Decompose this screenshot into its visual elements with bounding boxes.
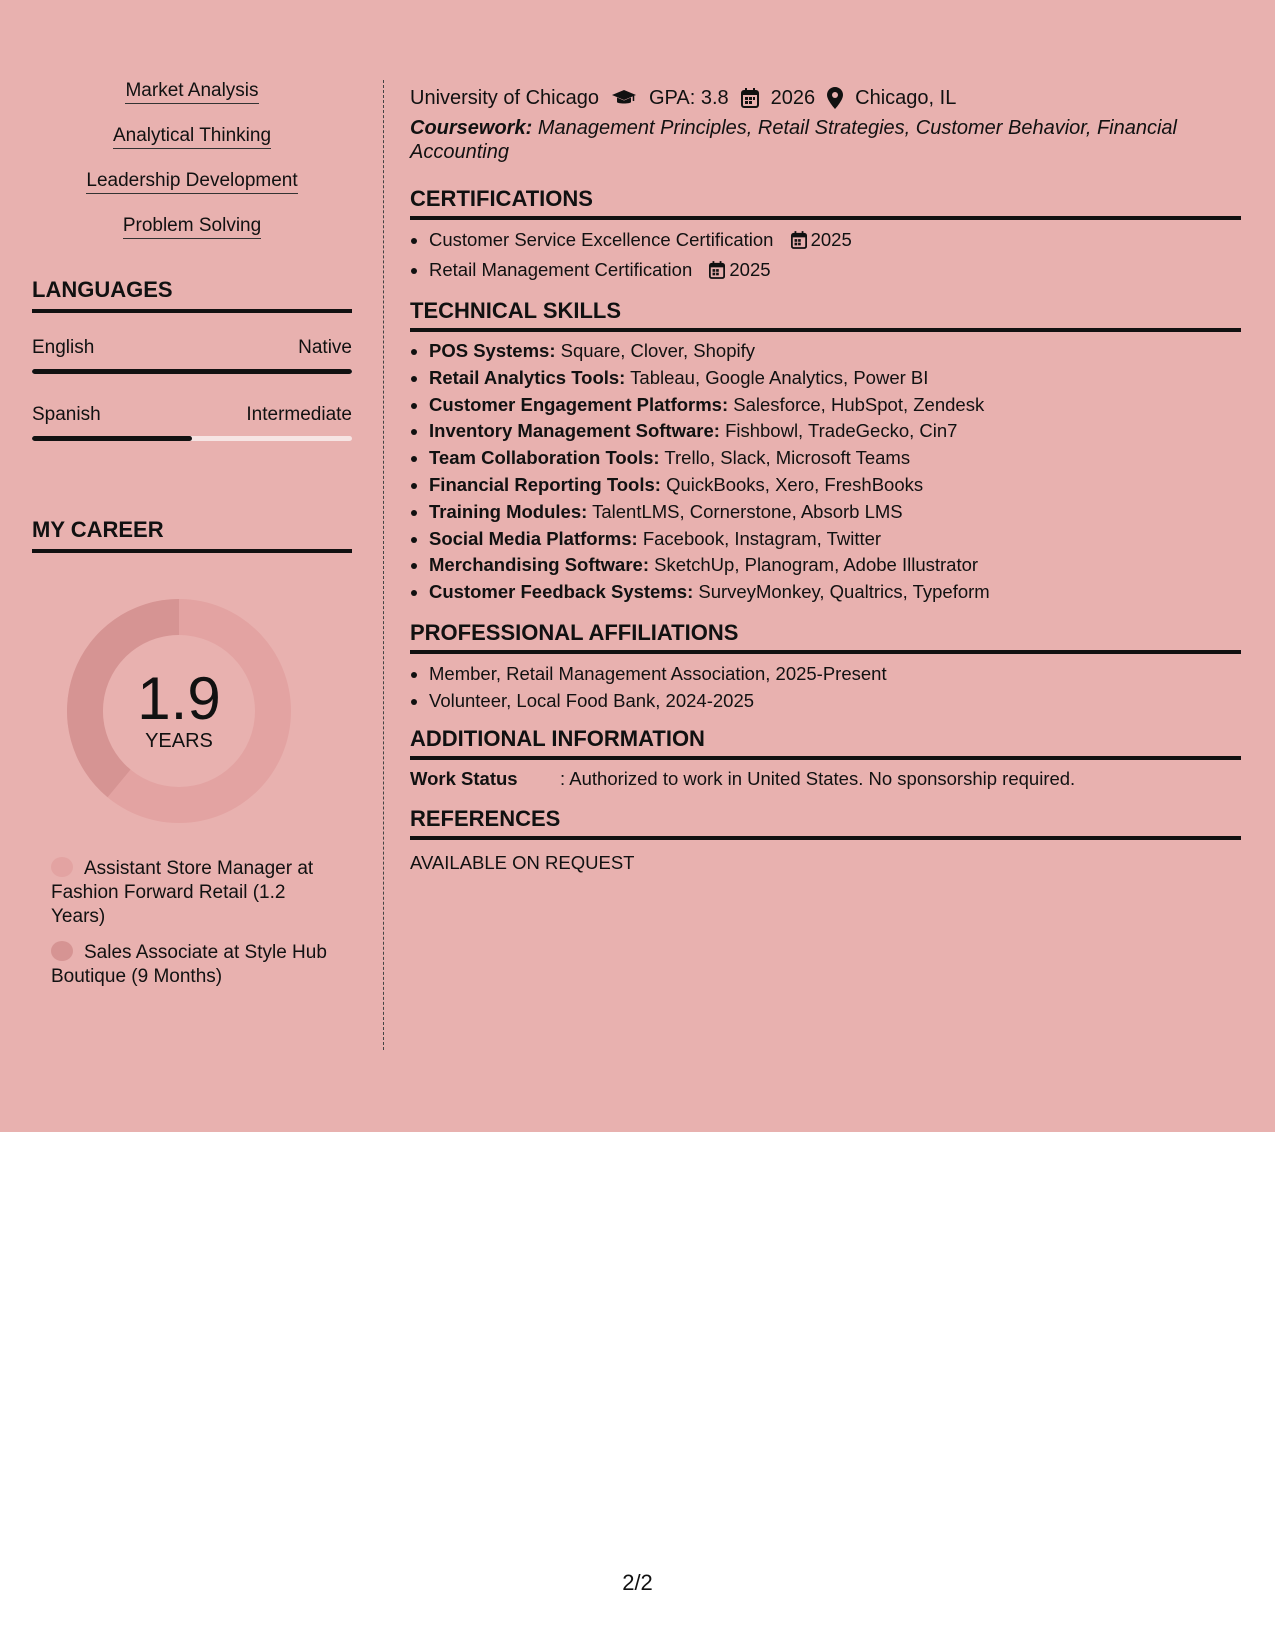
languages-heading: LANGUAGES <box>32 277 352 313</box>
certification-item: • Retail Management Certification 2025 <box>429 256 1241 286</box>
location-pin-icon <box>827 87 843 109</box>
additional-info-heading: ADDITIONAL INFORMATION <box>410 726 1241 760</box>
work-status-row <box>410 768 1241 790</box>
language-english <box>32 337 352 374</box>
technical-skill-item: • Merchandising Software: SketchUp, Planogram, Adobe Illustrator <box>429 552 1241 579</box>
skill-item: Leadership Development <box>32 170 352 195</box>
references-heading: REFERENCES <box>410 806 1241 840</box>
work-status-label: Work Status <box>410 767 518 789</box>
sidebar <box>32 80 352 1001</box>
certifications-heading: CERTIFICATIONS <box>410 186 1241 220</box>
career-years-label: YEARS <box>145 729 213 752</box>
gpa: GPA: 3.8 <box>648 86 729 109</box>
affiliations-heading: PROFESSIONAL AFFILIATIONS <box>410 620 1241 654</box>
main-column <box>410 84 1241 874</box>
skill-item: Problem Solving <box>32 215 352 240</box>
language-level-fill <box>32 369 352 374</box>
technical-skill-item: • Financial Reporting Tools: QuickBooks, Xero, FreshBooks <box>429 472 1241 499</box>
affiliation-item: • Member, Retail Management Association, 2025-Present <box>429 660 1241 687</box>
education-line <box>410 84 1241 112</box>
career-item: Assistant Store Manager at Fashion Forward Retail (1.2 Years) <box>51 858 314 927</box>
technical-skill-item: • Social Media Platforms: Facebook, Instagram, Twitter <box>429 526 1241 553</box>
technical-skill-item: • POS Systems: Square, Clover, Shopify <box>429 338 1241 365</box>
technical-skills-list <box>410 338 1241 606</box>
career-legend <box>51 857 341 989</box>
language-name: English <box>32 337 95 358</box>
technical-skills-heading: TECHNICAL SKILLS <box>410 298 1241 332</box>
skill-item: Market Analysis <box>32 80 352 105</box>
career-donut-chart <box>67 599 291 823</box>
technical-skill-item: • Retail Analytics Tools: Tableau, Google Analytics, Power BI <box>429 365 1241 392</box>
coursework-label: Coursework: <box>410 117 533 139</box>
work-status-value: : Authorized to work in United States. No sponsorship required. <box>560 767 1076 789</box>
school-name: University of Chicago <box>410 86 599 109</box>
language-name: Spanish <box>32 404 101 425</box>
technical-skill-item: • Training Modules: TalentLMS, Cornerstone, Absorb LMS <box>429 499 1241 526</box>
skill-item: Analytical Thinking <box>32 125 352 150</box>
language-level-fill <box>32 436 192 441</box>
column-divider <box>383 80 384 1050</box>
legend-dot-icon <box>51 941 73 961</box>
coursework-list: Management Principles, Retail Strategies, Customer Behavior, Financial Accounting <box>410 117 1178 163</box>
references-text: AVAILABLE ON REQUEST <box>410 851 635 873</box>
language-level: Intermediate <box>246 404 352 425</box>
affiliations-list <box>410 660 1241 714</box>
language-level-bar <box>32 436 352 441</box>
page-number: 2/2 <box>622 1570 653 1595</box>
certifications-list <box>410 226 1241 286</box>
calendar-icon <box>741 88 759 108</box>
skills-list <box>32 80 352 240</box>
location: Chicago, IL <box>855 86 957 109</box>
technical-skill-item: • Inventory Management Software: Fishbowl, TradeGecko, Cin7 <box>429 418 1241 445</box>
graduation-cap-icon <box>611 89 637 107</box>
certification-item: • Customer Service Excellence Certification 2025 <box>429 226 1241 256</box>
language-level: Native <box>298 337 352 358</box>
coursework <box>410 116 1241 164</box>
language-spanish <box>32 404 352 441</box>
language-level-bar <box>32 369 352 374</box>
calendar-icon <box>709 259 725 286</box>
technical-skill-item: • Customer Feedback Systems: SurveyMonkey, Qualtrics, Typeform <box>429 579 1241 606</box>
career-item: Sales Associate at Style Hub Boutique (9 Months) <box>51 942 327 987</box>
career-heading: MY CAREER <box>32 517 352 553</box>
technical-skill-item: • Team Collaboration Tools: Trello, Slack, Microsoft Teams <box>429 445 1241 472</box>
technical-skill-item: • Customer Engagement Platforms: Salesforce, HubSpot, Zendesk <box>429 392 1241 419</box>
career-total-years: 1.9 <box>137 664 221 732</box>
affiliation-item: • Volunteer, Local Food Bank, 2024-2025 <box>429 687 1241 714</box>
legend-dot-icon <box>51 857 73 877</box>
graduation-year: 2026 <box>770 86 816 109</box>
calendar-icon <box>791 229 807 256</box>
